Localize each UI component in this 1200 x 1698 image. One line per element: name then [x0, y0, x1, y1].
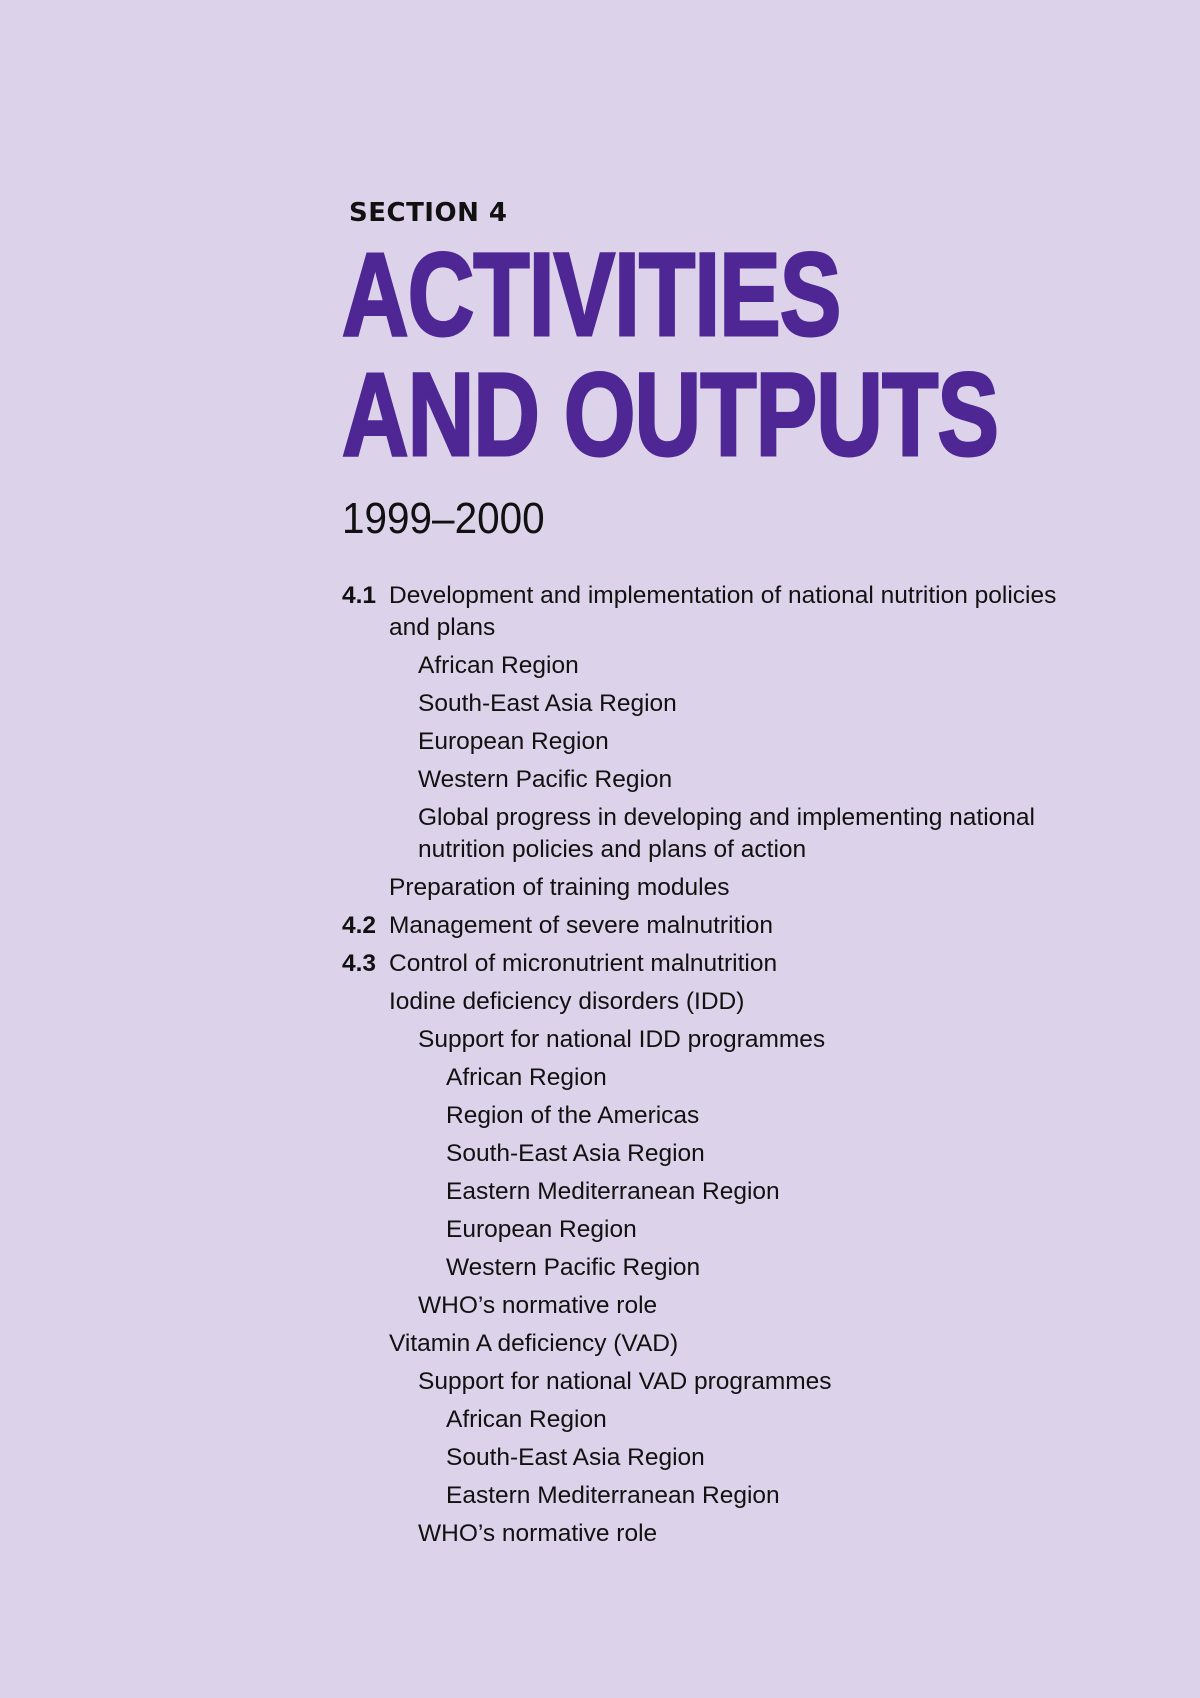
table-of-contents [342, 580, 1102, 1556]
toc-entry-label: Support for national IDD programmes [418, 1026, 826, 1053]
year-range: 1999–2000 [342, 494, 545, 543]
toc-entry [342, 910, 1102, 942]
toc-entry [342, 650, 1102, 682]
toc-entry-label: Preparation of training modules [389, 874, 730, 901]
toc-entry-label: South-East Asia Region [446, 1444, 705, 1471]
toc-entry [342, 1214, 1102, 1246]
toc-entry-label: WHO’s normative role [418, 1292, 658, 1319]
toc-entry [342, 764, 1102, 796]
toc-entry [342, 1138, 1102, 1170]
toc-entry-label: African Region [418, 652, 579, 679]
toc-entry-number [342, 1328, 389, 1360]
toc-entry [342, 726, 1102, 758]
page-title-line-2: AND OUTPUTS [342, 349, 999, 481]
toc-entry-number [342, 764, 389, 796]
toc-entry-number: 4.2 [342, 912, 377, 939]
toc-entry [342, 1024, 1102, 1056]
toc-entry-number [342, 1252, 389, 1284]
toc-entry-number [342, 1024, 389, 1056]
toc-entry [342, 1290, 1102, 1322]
toc-entry-number [342, 1366, 389, 1398]
toc-entry-label: South-East Asia Region [446, 1140, 705, 1167]
toc-entry [342, 580, 1102, 644]
toc-entry-number: 4.1 [342, 582, 377, 609]
toc-entry [342, 986, 1102, 1018]
page-title-line-1: ACTIVITIES [342, 229, 841, 361]
toc-entry-number [342, 1480, 389, 1512]
toc-entry-number: 4.3 [342, 950, 377, 977]
toc-entry-number [342, 986, 389, 1018]
toc-entry-label: African Region [446, 1064, 607, 1091]
toc-entry [342, 1100, 1102, 1132]
toc-entry [342, 802, 1102, 866]
toc-entry-label: European Region [418, 728, 609, 755]
toc-entry [342, 1252, 1102, 1284]
toc-entry-number [342, 688, 389, 720]
toc-entry-label: Western Pacific Region [418, 766, 673, 793]
toc-entry [342, 1176, 1102, 1208]
toc-entry [342, 1442, 1102, 1474]
toc-entry [342, 688, 1102, 720]
toc-entry [342, 1062, 1102, 1094]
toc-entry-label: Eastern Mediterranean Region [446, 1178, 780, 1205]
toc-entry-number [342, 1100, 389, 1132]
toc-entry-label: Support for national VAD programmes [418, 1368, 832, 1395]
section-label: SECTION 4 [349, 198, 508, 228]
toc-entry-label: Region of the Americas [446, 1102, 700, 1129]
toc-entry-number [342, 1404, 389, 1436]
toc-entry-label: Global progress in developing and implementing national nutrition policies and plans of action [418, 804, 1035, 863]
toc-entry-label: South-East Asia Region [418, 690, 677, 717]
toc-entry [342, 872, 1102, 904]
toc-entry-label: Development and implementation of national nutrition policies and plans [389, 582, 1057, 641]
toc-entry-label: Iodine deficiency disorders (IDD) [389, 988, 745, 1015]
toc-entry-label: Vitamin A deficiency (VAD) [389, 1330, 679, 1357]
toc-entry [342, 1404, 1102, 1436]
toc-entry-label: African Region [446, 1406, 607, 1433]
toc-entry-label: Eastern Mediterranean Region [446, 1482, 780, 1509]
toc-entry-number [342, 1176, 389, 1208]
toc-entry-number [342, 802, 389, 866]
toc-entry-number [342, 872, 389, 904]
toc-entry-number [342, 1290, 389, 1322]
toc-entry-number [342, 1062, 389, 1094]
toc-entry [342, 1480, 1102, 1512]
toc-entry-label: Western Pacific Region [446, 1254, 701, 1281]
toc-entry-number [342, 1214, 389, 1246]
toc-entry [342, 1518, 1102, 1550]
toc-entry-number [342, 650, 389, 682]
toc-entry [342, 1328, 1102, 1360]
toc-entry-number [342, 1442, 389, 1474]
toc-entry-number [342, 1138, 389, 1170]
toc-entry-number [342, 1518, 389, 1550]
toc-entry-label: Control of micronutrient malnutrition [389, 950, 778, 977]
toc-entry [342, 1366, 1102, 1398]
toc-entry-label: European Region [446, 1216, 637, 1243]
toc-entry [342, 948, 1102, 980]
toc-entry-number [342, 726, 389, 758]
toc-entry-label: WHO’s normative role [418, 1520, 658, 1547]
toc-entry-label: Management of severe malnutrition [389, 912, 774, 939]
